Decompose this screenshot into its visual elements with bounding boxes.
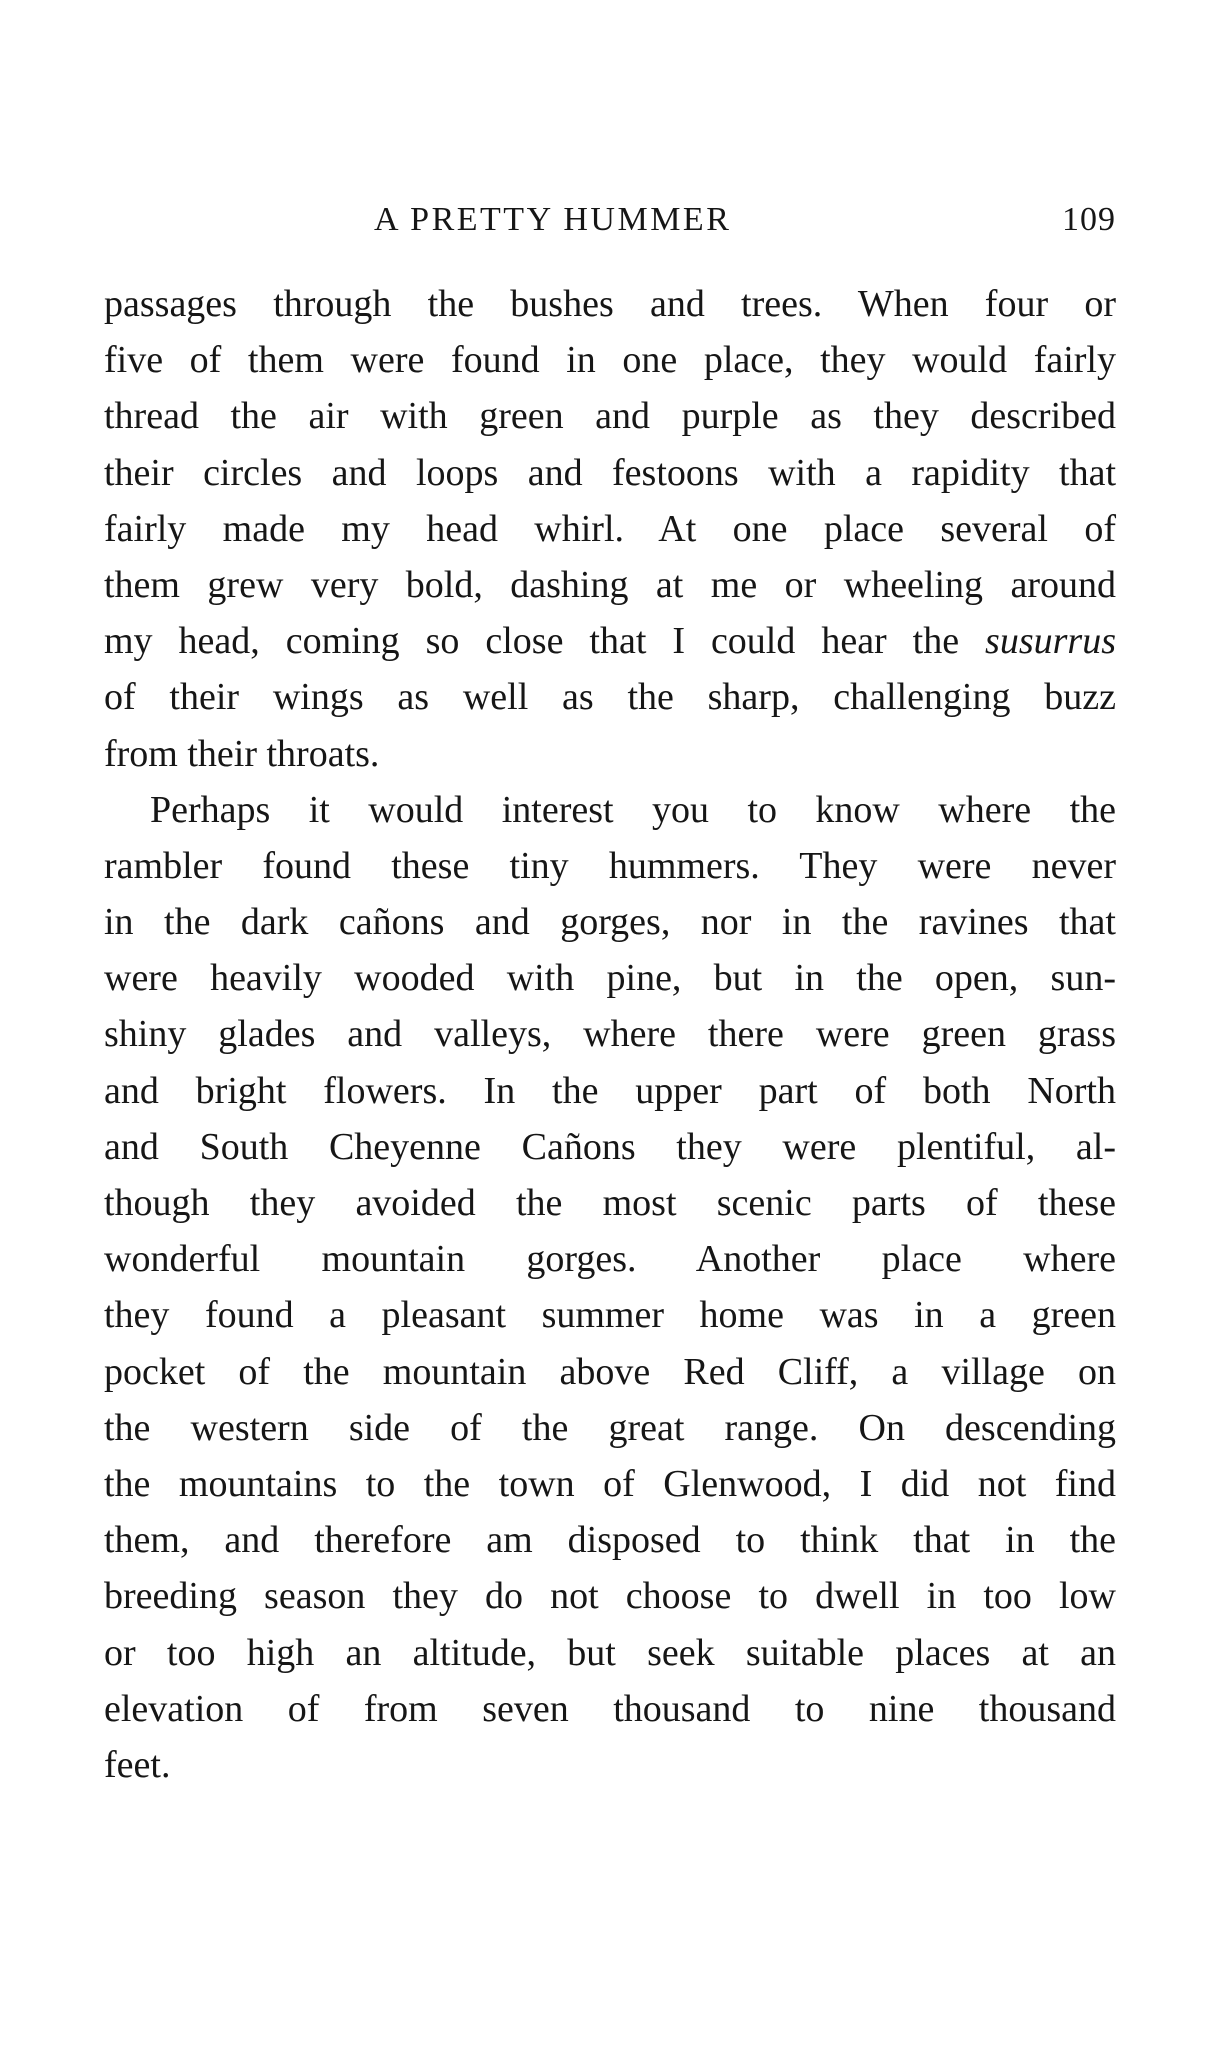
text-line: fairly made my head whirl. At one place several of xyxy=(104,507,1116,550)
text-line: them grew very bold, dashing at me or wheeling around xyxy=(104,563,1116,606)
text-line: and bright flowers. In the upper part of both North xyxy=(104,1069,1116,1112)
paragraph-first-line: Perhaps it would interest you to know where the xyxy=(150,788,1116,831)
italic-word: susurrus xyxy=(985,620,1116,663)
text-line: them, and therefore am disposed to think that in the xyxy=(104,1519,1116,1562)
page-number: 109 xyxy=(1062,201,1116,238)
text-line: five of them were found in one place, they would fairly xyxy=(104,339,1116,382)
text-line: shiny glades and valleys, where there were green grass xyxy=(104,1013,1116,1056)
text-line: in the dark cañons and gorges, nor in the ravines that xyxy=(104,901,1116,944)
paragraph-end-line: from their throats. xyxy=(104,732,380,775)
text-line: of their wings as well as the sharp, challenging buzz xyxy=(104,676,1116,719)
text-line: were heavily wooded with pine, but in the open, sun- xyxy=(104,957,1116,1000)
text-line-start: my head, coming so close that I could hear the xyxy=(104,620,986,663)
text-line: they found a pleasant summer home was in a green xyxy=(104,1294,1116,1337)
text-line: rambler found these tiny hummers. They were never xyxy=(104,844,1116,887)
paragraph-end-line: feet. xyxy=(104,1743,171,1786)
text-line: or too high an altitude, but seek suitable places at an xyxy=(104,1631,1116,1674)
text-line: and South Cheyenne Cañons they were plentiful, al- xyxy=(104,1125,1116,1168)
text-line: though they avoided the most scenic parts of these xyxy=(104,1182,1116,1224)
text-line: elevation of from seven thousand to nine thousand xyxy=(104,1687,1116,1730)
text-line xyxy=(104,613,1116,669)
text-line: their circles and loops and festoons with a rapidity that xyxy=(104,451,1116,494)
text-line: breeding season they do not choose to dwell in too low xyxy=(104,1575,1116,1618)
running-title: A PRETTY HUMMER xyxy=(374,201,732,238)
text-line: the mountains to the town of Glenwood, I did not find xyxy=(104,1462,1116,1505)
text-line: passages through the bushes and trees. When four or xyxy=(104,283,1116,325)
body-text xyxy=(104,276,1116,1793)
text-line: wonderful mountain gorges. Another place where xyxy=(104,1238,1116,1281)
text-line: the western side of the great range. On descending xyxy=(104,1406,1116,1449)
text-line: pocket of the mountain above Red Cliff, a village on xyxy=(104,1350,1116,1393)
text-line: thread the air with green and purple as they described xyxy=(104,395,1116,438)
running-head xyxy=(104,195,1116,245)
